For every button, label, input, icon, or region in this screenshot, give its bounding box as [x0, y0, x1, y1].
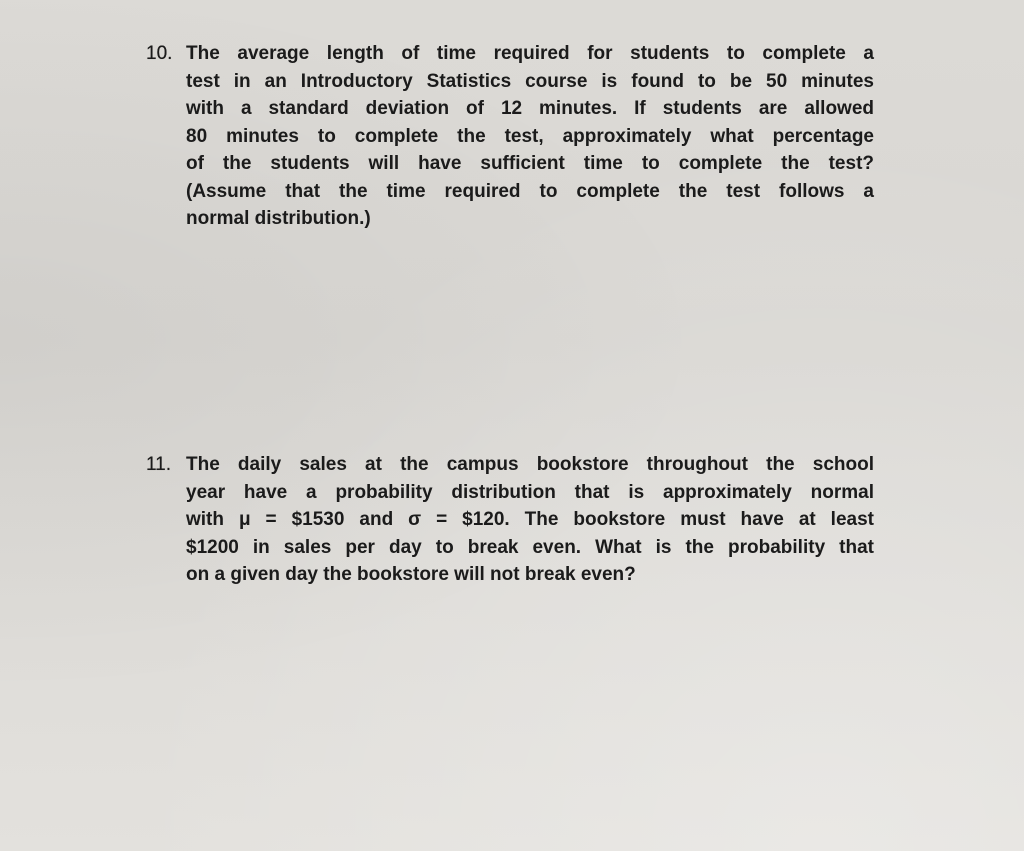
question-line: (Assume that the time required to complete the test follows a: [186, 180, 874, 202]
question-line: $1200 in sales per day to break even. What is the probability that: [186, 536, 874, 558]
question-11: [146, 451, 874, 589]
question-line: 80 minutes to complete the test, approximately what percentage: [186, 125, 874, 147]
question-line: year have a probability distribution that is approximately normal: [186, 481, 874, 503]
question-number: 10.: [146, 43, 173, 64]
question-line: with μ = $1530 and σ = $120. The bookstore must have at least: [186, 509, 874, 530]
question-line: on a given day the bookstore will not break even?: [186, 564, 636, 585]
question-line: normal distribution.): [186, 208, 371, 229]
question-line: with a standard deviation of 12 minutes. If students are allowed: [186, 98, 874, 119]
question-line: The average length of time required for students to complete a: [186, 43, 874, 64]
question-10: [146, 40, 874, 233]
question-line: of the students will have sufficient time to complete the test?: [186, 153, 874, 174]
question-text: [186, 40, 874, 233]
question-line: The daily sales at the campus bookstore throughout the school: [186, 454, 874, 475]
question-text: [186, 451, 874, 589]
question-line: test in an Introductory Statistics course is found to be 50 minutes: [186, 70, 874, 92]
question-number: 11.: [146, 454, 172, 475]
